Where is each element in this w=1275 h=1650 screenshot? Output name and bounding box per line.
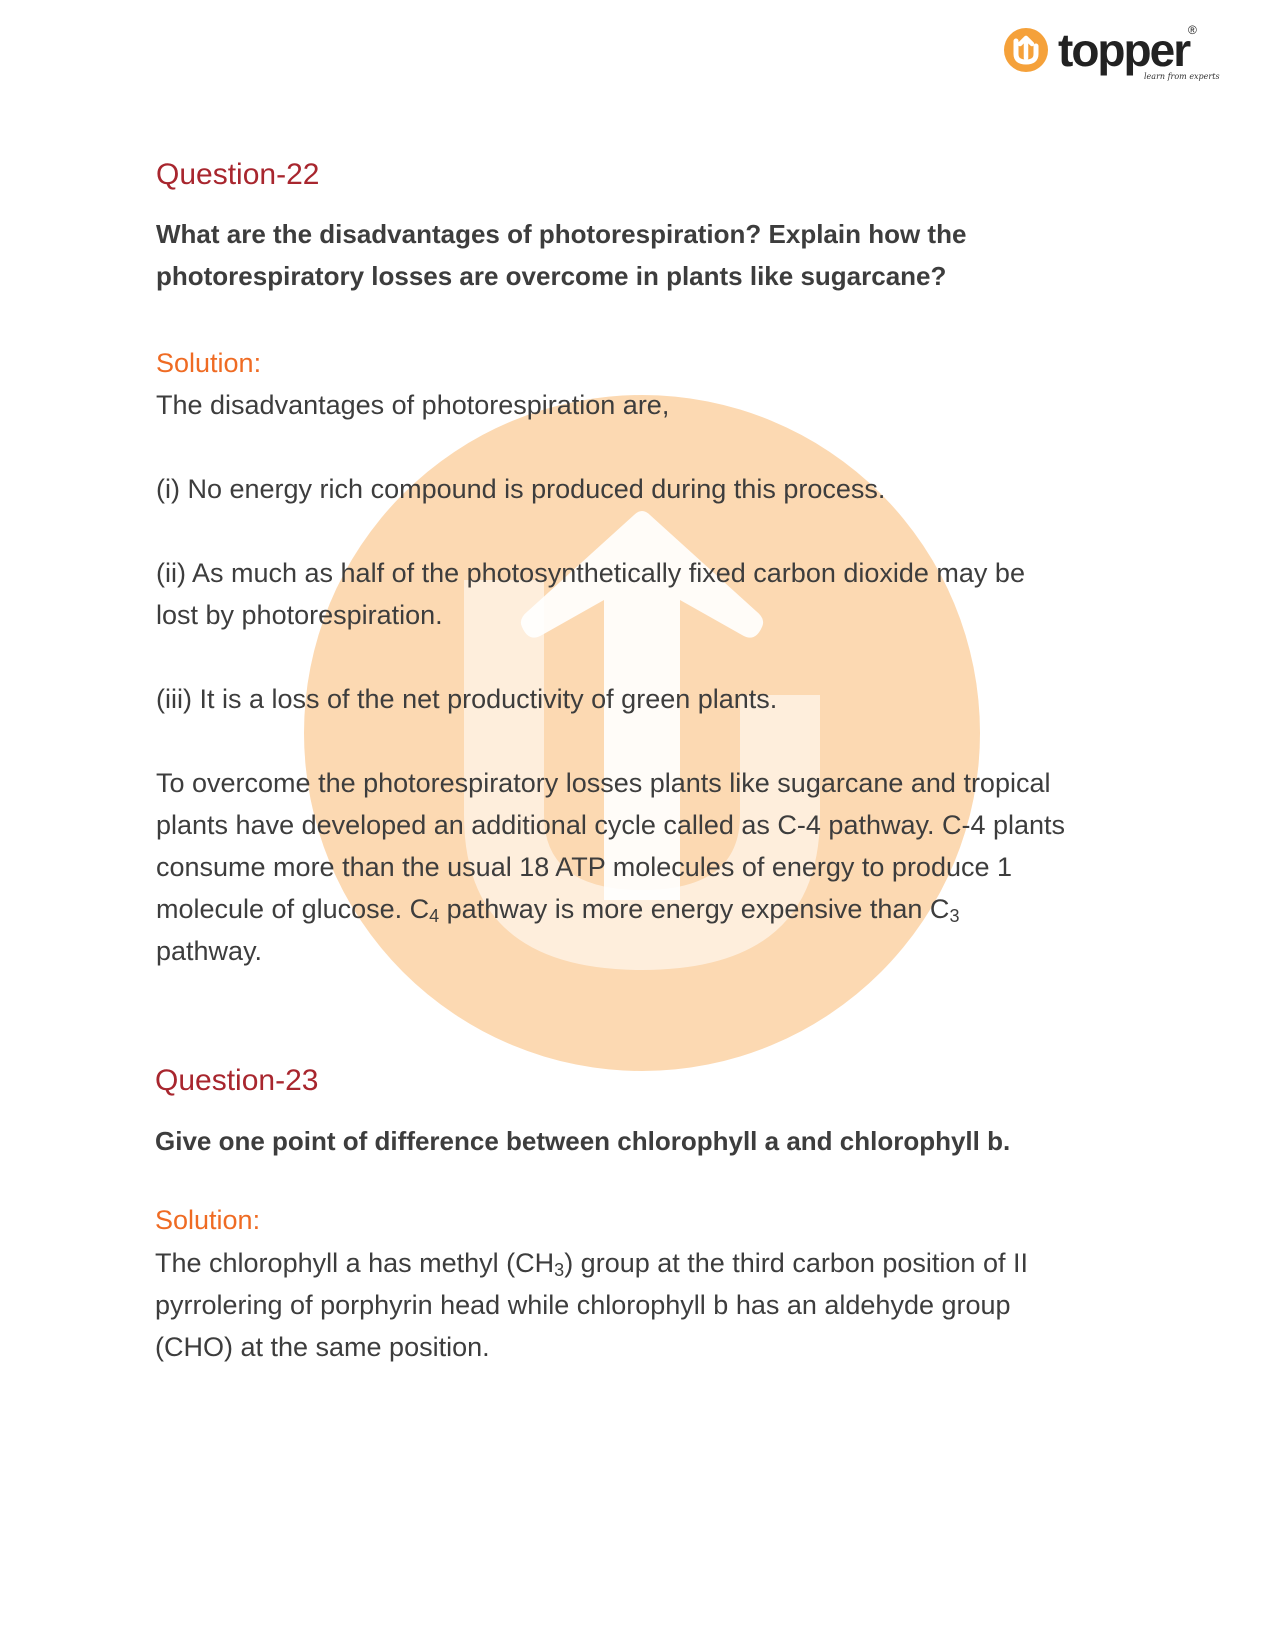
answer-text-a: The chlorophyll a has methyl (CH: [155, 1248, 555, 1278]
logo-tagline: learn from experts: [1144, 72, 1220, 81]
ch3-subscript: 3: [554, 1260, 565, 1280]
question-22-line-1: What are the disadvantages of photorespiration? Explain how the: [156, 219, 967, 249]
solution-22-explanation-line-2: plants have developed an additional cycle called as C-4 pathway. C-4 plants: [156, 810, 1066, 840]
question-22-text: [156, 213, 1156, 297]
question-22-title: Question-22: [156, 158, 320, 191]
solution-23-answer: [155, 1242, 1135, 1368]
solution-22-point-2-line-1: (ii) As much as half of the photosynthetically fixed carbon dioxide may be: [156, 558, 1025, 588]
solution-22-point-1: (i) No energy rich compound is produced during this process.: [156, 474, 886, 504]
registered-mark: ®: [1188, 23, 1197, 37]
question-22-line-2: photorespiratory losses are overcome in plants like sugarcane?: [156, 261, 947, 291]
solution-22-explanation: [156, 762, 1136, 972]
explanation-text-b: pathway is more energy expensive than C: [439, 894, 950, 924]
solution-22-explanation-line-1: To overcome the photorespiratory losses plants like sugarcane and tropical: [156, 768, 1051, 798]
solution-22-point-2: [156, 552, 1136, 636]
solution-22-point-3: (iii) It is a loss of the net productivity of green plants.: [156, 684, 778, 714]
solution-22-explanation-line-5: pathway.: [156, 936, 263, 966]
solution-23-line-3: (CHO) at the same position.: [155, 1332, 490, 1362]
question-23-solution-label: Solution:: [155, 1205, 261, 1235]
explanation-text-a: molecule of glucose. C: [156, 894, 430, 924]
solution-23-line-2: pyrrolering of porphyrin head while chlorophyll b has an aldehyde group: [155, 1290, 1011, 1320]
c3-subscript: 3: [949, 906, 960, 926]
answer-text-b: ) group at the third carbon position of II: [564, 1248, 1028, 1278]
topper-wordmark: topper: [1058, 24, 1190, 76]
solution-22-point-2-line-2: lost by photorespiration.: [156, 600, 443, 630]
c4-subscript: 4: [429, 906, 440, 926]
solution-23-line-1: [155, 1242, 1135, 1284]
question-23-title: Question-23: [155, 1064, 319, 1097]
question-22-solution-label: Solution:: [156, 348, 262, 378]
question-23-text: Give one point of difference between chlorophyll a and chlorophyll b.: [155, 1126, 1011, 1156]
solution-22-intro: The disadvantages of photorespiration are,: [156, 390, 670, 420]
solution-22-explanation-line-4: [156, 888, 1136, 930]
solution-22-explanation-line-3: consume more than the usual 18 ATP molecules of energy to produce 1: [156, 852, 1013, 882]
